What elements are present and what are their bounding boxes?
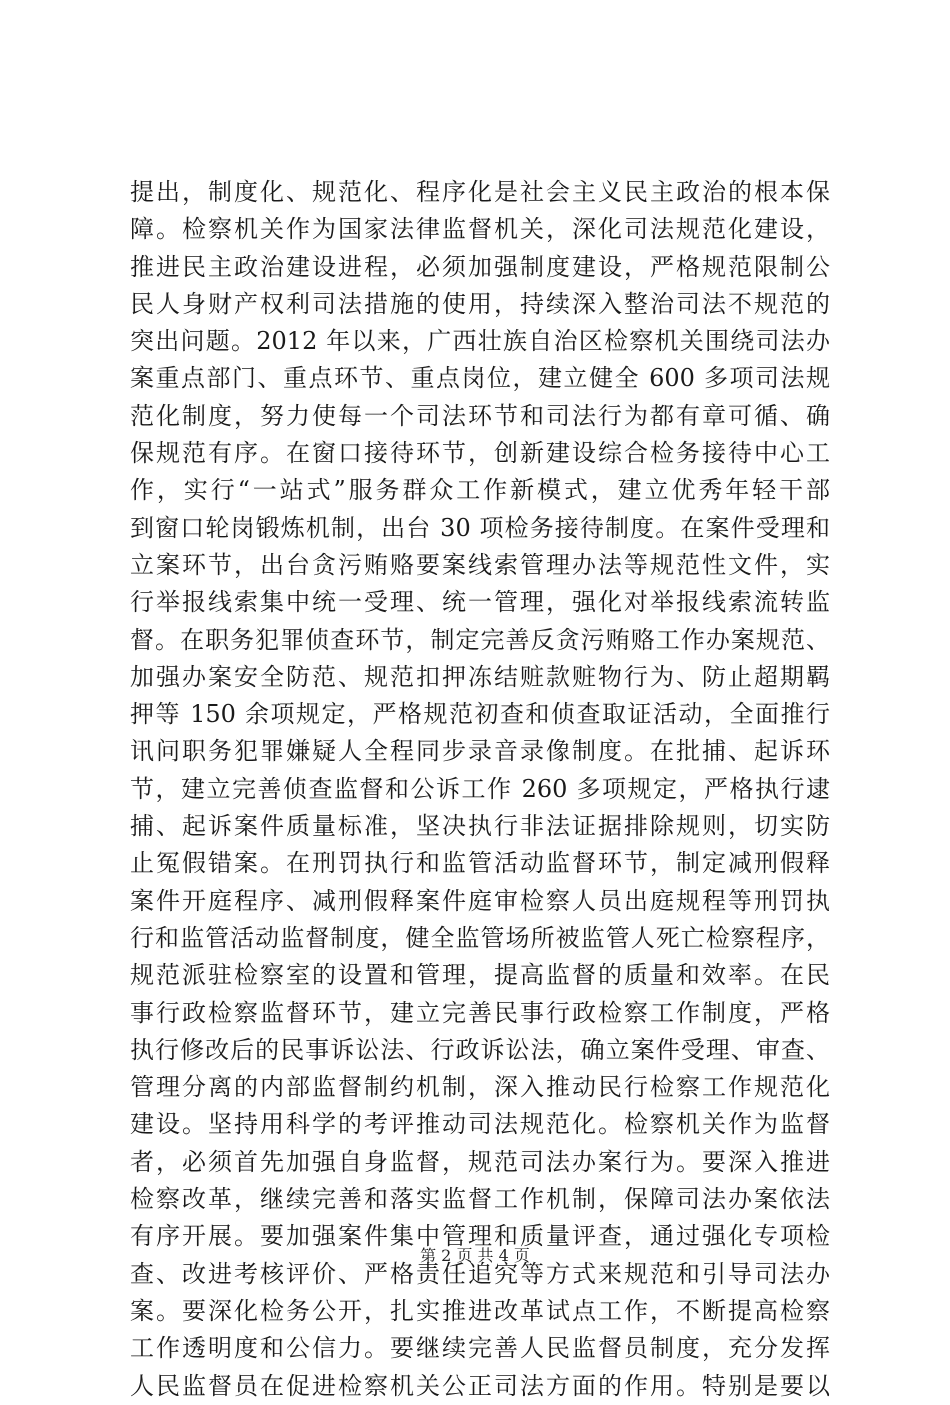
text-line: 规范派驻检察室的设置和管理，提高监督的质量和效率。在民 bbox=[130, 961, 830, 990]
text-line: 作，实行“一站式”服务群众工作新模式，建立优秀年轻干部 bbox=[130, 476, 830, 505]
text-line: 工作透明度和公信力。要继续完善人民监督员制度，充分发挥 bbox=[130, 1334, 830, 1363]
text-line: 执行修改后的民事诉讼法、行政诉讼法，确立案件受理、审查、 bbox=[130, 1035, 830, 1064]
text-line: 突出问题。2012 年以来，广西壮族自治区检察机关围绕司法办 bbox=[130, 327, 830, 356]
text-line: 者，必须首先加强自身监督，规范司法办案行为。要深入推进 bbox=[130, 1147, 830, 1176]
text-line: 建设。坚持用科学的考评推动司法规范化。检察机关作为监督 bbox=[130, 1110, 830, 1139]
text-line: 有序开展。要加强案件集中管理和质量评查，通过强化专项检 bbox=[130, 1222, 830, 1251]
text-line: 案件开庭程序、减刑假释案件庭审检察人员出庭规程等刑罚执 bbox=[130, 886, 830, 915]
text-line: 障。检察机关作为国家法律监督机关，深化司法规范化建设， bbox=[130, 215, 830, 244]
text-line: 到窗口轮岗锻炼机制，出台 30 项检务接待制度。在案件受理和 bbox=[130, 513, 830, 542]
page-footer bbox=[0, 1244, 950, 1268]
text-line: 捕、起诉案件质量标准，坚决执行非法证据排除规则，切实防 bbox=[130, 812, 830, 841]
text-line: 止冤假错案。在刑罚执行和监管活动监督环节，制定减刑假释 bbox=[130, 849, 830, 878]
text-line: 加强办案安全防范、规范扣押冻结赃款赃物行为、防止超期羁 bbox=[130, 662, 830, 691]
text-line: 管理分离的内部监督制约机制，深入推动民行检察工作规范化 bbox=[130, 1073, 830, 1102]
text-line: 节，建立完善侦查监督和公诉工作 260 多项规定，严格执行逮 bbox=[130, 774, 830, 803]
text-line: 保规范有序。在窗口接待环节，创新建设综合检务接待中心工 bbox=[130, 439, 830, 468]
text-line: 查、改进考核评价、严格责任追究等方式来规范和引导司法办 bbox=[130, 1259, 830, 1288]
text-line: 押等 150 余项规定，严格规范初查和侦查取证活动，全面推行 bbox=[130, 700, 830, 729]
text-line: 民人身财产权利司法措施的使用，持续深入整治司法不规范的 bbox=[130, 289, 830, 318]
text-line: 人民监督员在促进检察机关公正司法方面的作用。特别是要以 bbox=[130, 1371, 830, 1400]
text-line: 督。在职务犯罪侦查环节，制定完善反贪污贿赂工作办案规范、 bbox=[130, 625, 830, 654]
text-line: 案重点部门、重点环节、重点岗位，建立健全 600 多项司法规 bbox=[130, 364, 830, 393]
body-text bbox=[130, 174, 830, 1405]
text-line: 行举报线索集中统一受理、统一管理，强化对举报线索流转监 bbox=[130, 588, 830, 617]
text-line: 案。要深化检务公开，扎实推进改革试点工作，不断提高检察 bbox=[130, 1296, 830, 1325]
text-line: 提出，制度化、规范化、程序化是社会主义民主政治的根本保 bbox=[130, 178, 830, 206]
text-line: 行和监管活动监督制度，健全监管场所被监管人死亡检察程序， bbox=[130, 923, 830, 952]
text-line: 讯问职务犯罪嫌疑人全程同步录音录像制度。在批捕、起诉环 bbox=[130, 737, 830, 766]
text-line: 范化制度，努力使每一个司法环节和司法行为都有章可循、确 bbox=[130, 401, 830, 430]
page-number-label: 第 2 页 共 4 页 bbox=[420, 1246, 530, 1265]
text-line: 立案环节，出台贪污贿赂要案线索管理办法等规范性文件，实 bbox=[130, 550, 830, 579]
text-line: 检察改革，继续完善和落实监督工作机制，保障司法办案依法 bbox=[130, 1185, 830, 1214]
text-line: 推进民主政治建设进程，必须加强制度建设，严格规范限制公 bbox=[130, 252, 830, 281]
text-line: 事行政检察监督环节，建立完善民事行政检察工作制度，严格 bbox=[130, 998, 830, 1027]
